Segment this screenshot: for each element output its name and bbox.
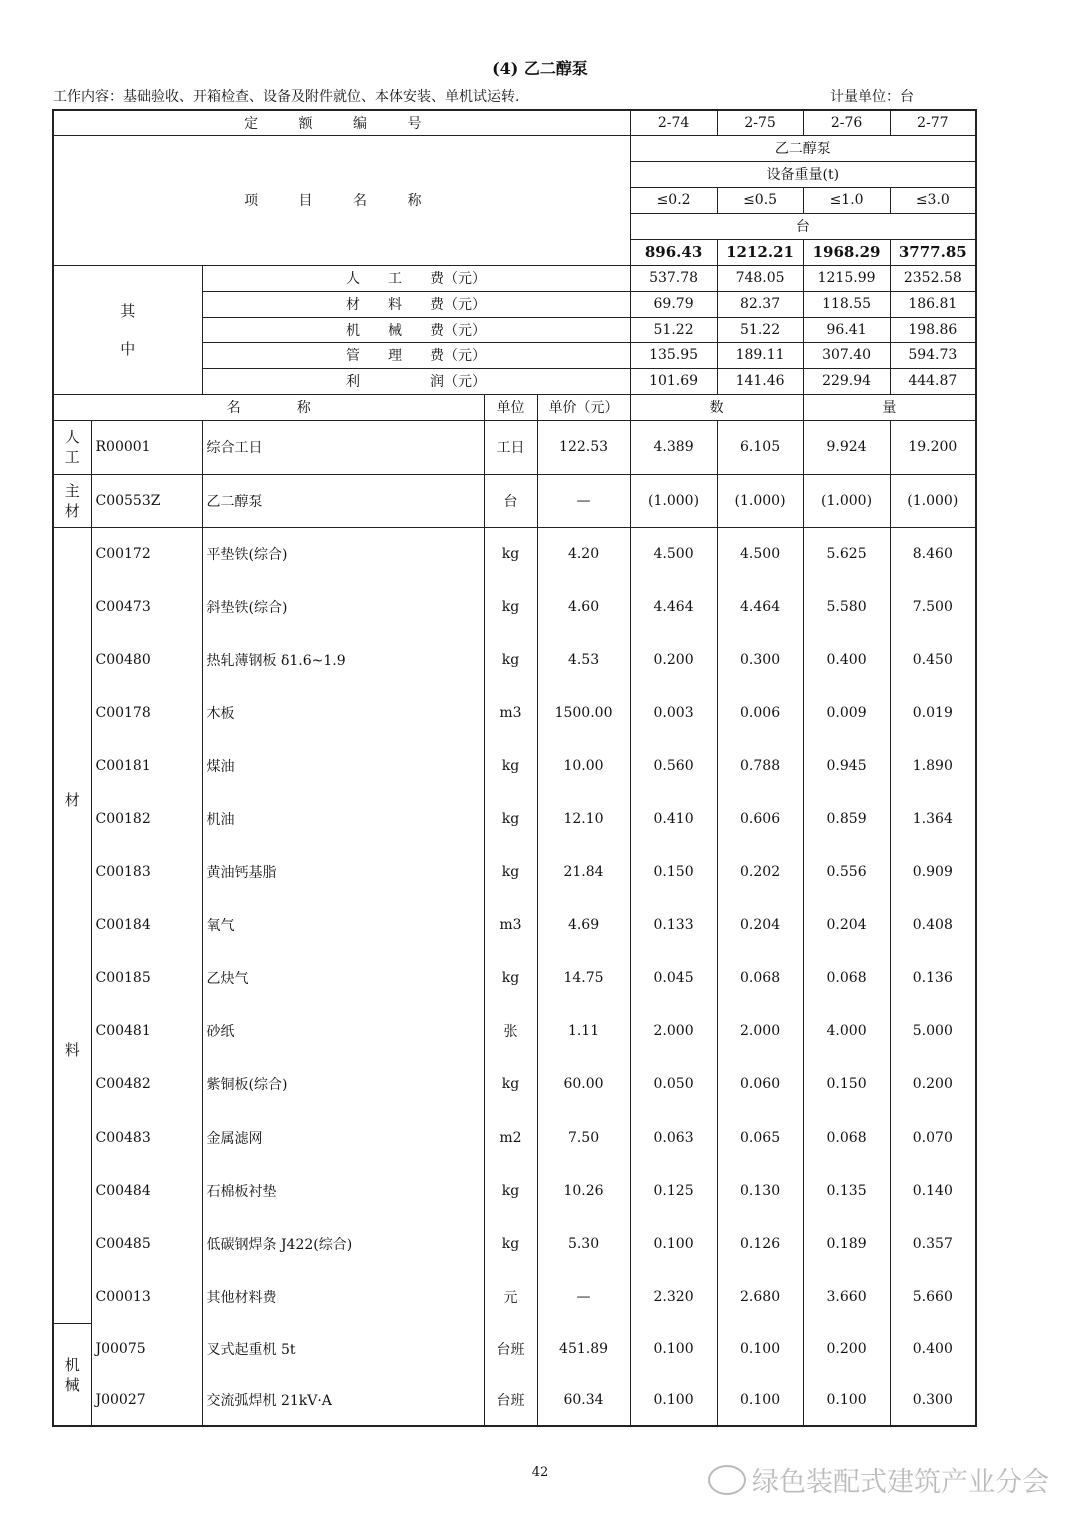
resource-code: C00482 — [91, 1058, 202, 1111]
resource-quantity: 0.357 — [890, 1217, 976, 1270]
resource-name: 交流弧焊机 21kV·A — [202, 1375, 484, 1427]
item-name-label: 项 目 名 称 — [53, 135, 630, 265]
quota-number: 2-75 — [717, 110, 803, 135]
resource-quantity: 0.133 — [630, 899, 717, 952]
fee-value: 69.79 — [630, 291, 717, 317]
fee-value: 748.05 — [717, 265, 803, 291]
resource-unit: 台班 — [484, 1375, 537, 1427]
resource-quantity: 0.204 — [803, 899, 890, 952]
group-label-char: 人 — [64, 428, 80, 446]
resource-code: C00473 — [91, 580, 202, 633]
resource-price: 451.89 — [537, 1323, 630, 1375]
resource-quantity: 0.068 — [803, 952, 890, 1005]
resource-quantity: 4.389 — [630, 420, 717, 474]
resource-name: 紫铜板(综合) — [202, 1058, 484, 1111]
resource-code: R00001 — [91, 420, 202, 474]
resource-quantity: 0.450 — [890, 633, 976, 686]
group-label — [53, 474, 91, 527]
resource-quantity: 0.909 — [890, 846, 976, 899]
resource-code: C00178 — [91, 686, 202, 739]
base-price: 1212.21 — [717, 239, 803, 265]
resource-code: C00553Z — [91, 474, 202, 527]
price-column-header: 单价（元） — [537, 394, 630, 420]
fee-value: 198.86 — [890, 317, 976, 342]
resource-price: 60.00 — [537, 1058, 630, 1111]
resource-row — [53, 739, 976, 792]
resource-code: C00480 — [91, 633, 202, 686]
resource-quantity: 8.460 — [890, 527, 976, 580]
resource-quantity: 5.000 — [890, 1005, 976, 1058]
resource-name: 综合工日 — [202, 420, 484, 474]
quota-number: 2-76 — [803, 110, 890, 135]
fee-value: 307.40 — [803, 342, 890, 368]
resource-unit: 台班 — [484, 1323, 537, 1375]
resource-quantity: 0.150 — [803, 1058, 890, 1111]
fee-value: 96.41 — [803, 317, 890, 342]
resource-price: 122.53 — [537, 420, 630, 474]
resource-row — [53, 952, 976, 1005]
quota-number-label: 定 额 编 号 — [53, 110, 630, 135]
column-header-row — [53, 394, 976, 420]
resource-quantity: 0.400 — [890, 1323, 976, 1375]
resource-quantity: 0.009 — [803, 686, 890, 739]
resource-row — [53, 1375, 976, 1427]
resource-unit: 工日 — [484, 420, 537, 474]
resource-unit: kg — [484, 952, 537, 1005]
resource-price: 1.11 — [537, 1005, 630, 1058]
resource-name: 低碳钢焊条 J422(综合) — [202, 1217, 484, 1270]
group-label-char: 材 — [64, 791, 80, 810]
resource-quantity: (1.000) — [890, 474, 976, 527]
resource-quantity: 5.580 — [803, 580, 890, 633]
unit-column-header: 单位 — [484, 394, 537, 420]
resource-unit: kg — [484, 1217, 537, 1270]
resource-price: 7.50 — [537, 1111, 630, 1164]
resource-quantity: 0.200 — [630, 633, 717, 686]
resource-quantity: 0.150 — [630, 846, 717, 899]
resource-row — [53, 899, 976, 952]
resource-quantity: 0.410 — [630, 792, 717, 845]
weight-label: 设备重量(t) — [630, 161, 976, 187]
resource-code: C00483 — [91, 1111, 202, 1164]
resource-price: 10.00 — [537, 739, 630, 792]
resource-quantity: 0.019 — [890, 686, 976, 739]
fee-value: 537.78 — [630, 265, 717, 291]
resource-quantity: 4.464 — [630, 580, 717, 633]
resource-quantity: 2.000 — [717, 1005, 803, 1058]
resource-row — [53, 846, 976, 899]
resource-name: 石棉板衬垫 — [202, 1164, 484, 1217]
resource-price: 10.26 — [537, 1164, 630, 1217]
resource-unit: kg — [484, 1058, 537, 1111]
resource-quantity: 0.126 — [717, 1217, 803, 1270]
resource-quantity: 0.100 — [630, 1323, 717, 1375]
resource-price: — — [537, 474, 630, 527]
resource-price: 1500.00 — [537, 686, 630, 739]
resource-quantity: 0.060 — [717, 1058, 803, 1111]
resource-quantity: 2.320 — [630, 1270, 717, 1323]
page-number: 42 — [531, 1465, 549, 1480]
fee-value: 186.81 — [890, 291, 976, 317]
resource-quantity: 3.660 — [803, 1270, 890, 1323]
weight-range: ≤0.2 — [630, 187, 717, 213]
resource-quantity: 0.068 — [717, 952, 803, 1005]
resource-quantity: 0.189 — [803, 1217, 890, 1270]
resource-price: 4.20 — [537, 527, 630, 580]
equipment-row — [53, 135, 976, 161]
resource-name: 木板 — [202, 686, 484, 739]
quantity-column-header: 数 — [630, 394, 803, 420]
resource-quantity: 0.788 — [717, 739, 803, 792]
fee-row — [53, 265, 976, 291]
resource-row — [53, 1005, 976, 1058]
resource-quantity: 7.500 — [890, 580, 976, 633]
resource-quantity: 9.924 — [803, 420, 890, 474]
resource-quantity: 1.890 — [890, 739, 976, 792]
resource-unit: kg — [484, 633, 537, 686]
resource-quantity: 0.300 — [717, 633, 803, 686]
group-label-char: 主 — [64, 481, 80, 500]
fee-value: 82.37 — [717, 291, 803, 317]
resource-name: 机油 — [202, 792, 484, 845]
resource-quantity: 0.140 — [890, 1164, 976, 1217]
resource-quantity: 0.003 — [630, 686, 717, 739]
group-label — [53, 420, 91, 474]
resource-name: 热轧薄钢板 δ1.6~1.9 — [202, 633, 484, 686]
resource-quantity: 0.100 — [630, 1217, 717, 1270]
fee-group-char: 其 — [120, 301, 136, 320]
resource-quantity: (1.000) — [630, 474, 717, 527]
resource-name: 乙二醇泵 — [202, 474, 484, 527]
resource-unit: kg — [484, 846, 537, 899]
resource-price: — — [537, 1270, 630, 1323]
resource-row — [53, 1111, 976, 1164]
resource-price: 60.34 — [537, 1375, 630, 1427]
section-title: (4) 乙二醇泵 — [492, 59, 588, 78]
resource-price: 12.10 — [537, 792, 630, 845]
fee-value: 189.11 — [717, 342, 803, 368]
resource-quantity: 0.136 — [890, 952, 976, 1005]
resource-quantity: 0.068 — [803, 1111, 890, 1164]
resource-row — [53, 1164, 976, 1217]
resource-unit: 元 — [484, 1270, 537, 1323]
resource-quantity: 4.464 — [717, 580, 803, 633]
resource-code: C00013 — [91, 1270, 202, 1323]
resource-quantity: 0.100 — [717, 1375, 803, 1427]
resource-quantity: 0.606 — [717, 792, 803, 845]
resource-unit: m2 — [484, 1111, 537, 1164]
resource-quantity: 0.560 — [630, 739, 717, 792]
resource-name: 斜垫铁(综合) — [202, 580, 484, 633]
resource-quantity: 0.135 — [803, 1164, 890, 1217]
resource-quantity: (1.000) — [717, 474, 803, 527]
resource-quantity: 0.130 — [717, 1164, 803, 1217]
resource-code: C00484 — [91, 1164, 202, 1217]
resource-name: 氧气 — [202, 899, 484, 952]
group-label-char: 机 — [64, 1355, 80, 1374]
watermark — [708, 1460, 1049, 1499]
resource-quantity: 0.100 — [630, 1375, 717, 1427]
resource-row — [53, 1058, 976, 1111]
group-label-char: 工 — [64, 448, 80, 466]
resource-quantity: (1.000) — [803, 474, 890, 527]
group-label-char: 械 — [64, 1375, 80, 1394]
group-label-char: 材 — [64, 501, 80, 520]
resource-code: C00183 — [91, 846, 202, 899]
resource-code: C00181 — [91, 739, 202, 792]
resource-code: C00182 — [91, 792, 202, 845]
resource-quantity: 0.408 — [890, 899, 976, 952]
weight-range: ≤0.5 — [717, 187, 803, 213]
group-label-char: 料 — [64, 1041, 80, 1060]
resource-quantity: 0.045 — [630, 952, 717, 1005]
fee-value: 141.46 — [717, 368, 803, 394]
resource-row — [53, 792, 976, 845]
resource-code: C00184 — [91, 899, 202, 952]
watermark-text: 绿色装配式建筑产业分会 — [752, 1467, 1049, 1498]
fee-value: 101.69 — [630, 368, 717, 394]
weight-range: ≤3.0 — [890, 187, 976, 213]
work-content: 工作内容：基础验收、开箱检查、设备及附件就位、本体安装、单机试运转. — [53, 89, 520, 105]
resource-quantity: 5.625 — [803, 527, 890, 580]
resource-name: 煤油 — [202, 739, 484, 792]
resource-quantity: 0.100 — [717, 1323, 803, 1375]
fee-value: 135.95 — [630, 342, 717, 368]
resource-code: C00485 — [91, 1217, 202, 1270]
resource-quantity: 1.364 — [890, 792, 976, 845]
quota-number: 2-77 — [890, 110, 976, 135]
fee-label: 人 工 费（元） — [202, 265, 630, 291]
quota-number: 2-74 — [630, 110, 717, 135]
resource-quantity: 2.680 — [717, 1270, 803, 1323]
fee-value: 51.22 — [630, 317, 717, 342]
resource-unit: kg — [484, 792, 537, 845]
resource-row — [53, 633, 976, 686]
resource-quantity: 0.050 — [630, 1058, 717, 1111]
fee-label: 机 械 费（元） — [202, 317, 630, 342]
resource-unit: m3 — [484, 686, 537, 739]
resource-quantity: 0.202 — [717, 846, 803, 899]
resource-unit: m3 — [484, 899, 537, 952]
resource-quantity: 0.200 — [890, 1058, 976, 1111]
resource-unit: 张 — [484, 1005, 537, 1058]
resource-quantity: 0.945 — [803, 739, 890, 792]
resource-quantity: 5.660 — [890, 1270, 976, 1323]
wechat-icon — [708, 1465, 746, 1495]
weight-range: ≤1.0 — [803, 187, 890, 213]
group-label — [53, 1323, 91, 1426]
fee-label: 利 润（元） — [202, 368, 630, 394]
resource-quantity: 0.204 — [717, 899, 803, 952]
resource-name: 金属滤网 — [202, 1111, 484, 1164]
resource-quantity: 4.500 — [630, 527, 717, 580]
resource-code: J00075 — [91, 1323, 202, 1375]
base-price: 3777.85 — [890, 239, 976, 265]
fee-value: 1215.99 — [803, 265, 890, 291]
fee-value: 51.22 — [717, 317, 803, 342]
resource-price: 14.75 — [537, 952, 630, 1005]
resource-quantity: 0.006 — [717, 686, 803, 739]
resource-row — [53, 1323, 976, 1375]
fee-value: 594.73 — [890, 342, 976, 368]
fee-value: 2352.58 — [890, 265, 976, 291]
fee-label: 材 料 费（元） — [202, 291, 630, 317]
resource-quantity: 0.859 — [803, 792, 890, 845]
resource-price: 4.69 — [537, 899, 630, 952]
resource-quantity: 0.400 — [803, 633, 890, 686]
resource-quantity: 6.105 — [717, 420, 803, 474]
resource-code: J00027 — [91, 1375, 202, 1427]
resource-code: C00185 — [91, 952, 202, 1005]
resource-code: C00172 — [91, 527, 202, 580]
quota-number-row — [53, 110, 976, 135]
resource-row — [53, 580, 976, 633]
resource-quantity: 4.500 — [717, 527, 803, 580]
resource-price: 4.60 — [537, 580, 630, 633]
resource-quantity: 0.556 — [803, 846, 890, 899]
resource-price: 4.53 — [537, 633, 630, 686]
name-column-header: 名 称 — [53, 394, 484, 420]
resource-row — [53, 1270, 976, 1323]
resource-code: C00481 — [91, 1005, 202, 1058]
resource-price: 21.84 — [537, 846, 630, 899]
base-price: 896.43 — [630, 239, 717, 265]
resource-quantity: 19.200 — [890, 420, 976, 474]
base-price: 1968.29 — [803, 239, 890, 265]
resource-row — [53, 1217, 976, 1270]
resource-quantity: 4.000 — [803, 1005, 890, 1058]
resource-price: 5.30 — [537, 1217, 630, 1270]
unit-label: 台 — [630, 213, 976, 239]
measure-unit: 计量单位：台 — [830, 89, 914, 105]
resource-quantity: 0.065 — [717, 1111, 803, 1164]
fee-group-char: 中 — [120, 339, 136, 358]
resource-row — [53, 420, 976, 474]
resource-unit: kg — [484, 739, 537, 792]
fee-label: 管 理 费（元） — [202, 342, 630, 368]
resource-quantity: 0.070 — [890, 1111, 976, 1164]
resource-unit: kg — [484, 527, 537, 580]
resource-unit: 台 — [484, 474, 537, 527]
resource-quantity: 0.300 — [890, 1375, 976, 1427]
resource-quantity: 0.100 — [803, 1375, 890, 1427]
resource-name: 叉式起重机 5t — [202, 1323, 484, 1375]
resource-quantity: 0.200 — [803, 1323, 890, 1375]
resource-quantity: 2.000 — [630, 1005, 717, 1058]
resource-row — [53, 474, 976, 527]
resource-unit: kg — [484, 580, 537, 633]
equipment-name: 乙二醇泵 — [630, 135, 976, 161]
quantity-column-header: 量 — [803, 394, 976, 420]
resource-row — [53, 686, 976, 739]
resource-quantity: 0.125 — [630, 1164, 717, 1217]
fee-group-label — [53, 265, 202, 394]
resource-name: 其他材料费 — [202, 1270, 484, 1323]
fee-value: 229.94 — [803, 368, 890, 394]
resource-name: 砂纸 — [202, 1005, 484, 1058]
fee-value: 118.55 — [803, 291, 890, 317]
resource-name: 黄油钙基脂 — [202, 846, 484, 899]
resource-name: 乙炔气 — [202, 952, 484, 1005]
quota-table — [52, 109, 977, 1427]
fee-value: 444.87 — [890, 368, 976, 394]
resource-name: 平垫铁(综合) — [202, 527, 484, 580]
resource-unit: kg — [484, 1164, 537, 1217]
resource-quantity: 0.063 — [630, 1111, 717, 1164]
group-label — [53, 527, 91, 1323]
resource-row — [53, 527, 976, 580]
